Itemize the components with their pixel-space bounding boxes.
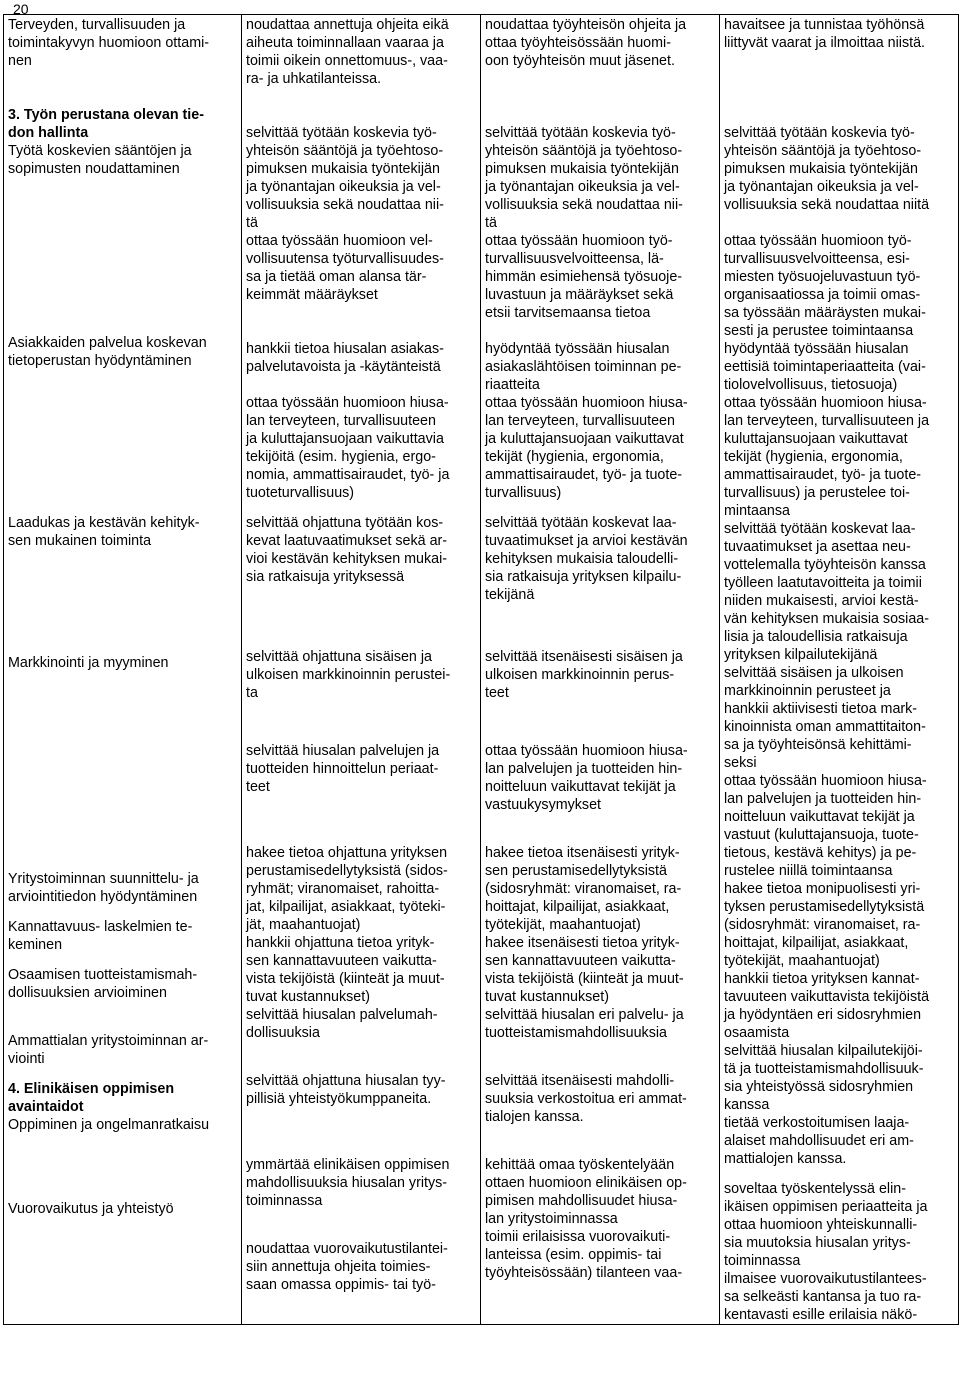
cell-text: ottaa työssään huomioon hiusa- lan terveyteen, turvallisuuteen ja kuluttajansuojaan vaikuttavat tekijät (hygienia, ergonomia, ammattisairaudet, työ- ja tuote- turvallisuus) ja perustelee toi- mintaansa [724,395,930,519]
cell-text: Asiakkaiden palvelua koskevan tietoperustan hyödyntäminen [8,335,207,369]
competence-table [3,14,959,1325]
cell-text: hakee tietoa monipuolisesti yri- tyksen perustamisedellytyksistä (sidosryhmät: viranomaiset, ra- hoittajat, kilpailijat, asiakkaat, työtekijät, maahantuojat) [724,881,925,969]
cell-text: ottaa työssään huomioon työ- turvallisuusvelvoitteensa, esi- miesten työsuojeluvastuun työ- organisaatiossa ja toimii omas- sa työssään määräysten mukai- sesti ja perustee toimintaansa [724,233,926,339]
cell-text: havaitsee ja tunnistaa työhönsä liittyvät vaarat ja ilmoittaa niistä. [724,17,926,51]
cell-text: hakee tietoa itsenäisesti yrityk- sen perustamisedellytyksistä (sidosryhmät: viranomaiset, ra- hoittajat, kilpailijat, asiakkaat, työtekijät, maahantuojat) [485,845,682,933]
cell-text: selvittää hiusalan kilpailutekijöi- tä ja tuotteistamismahdollisuuk- sia yhteistyössä sidosryhmien kanssa [724,1043,924,1113]
cell-text: ottaa työssään huomioon hiusa- lan palvelujen ja tuotteiden hin- noitteluun vaikuttavat tekijät ja vastuukysymykset [485,743,688,813]
cell-text: selvittää hiusalan eri palvelu- ja tuotteistamismahdollisuuksia [485,1007,684,1041]
cell-text: Työtä koskevien sääntöjen ja sopimusten noudattaminen [8,143,192,177]
cell-text: ottaa työssään huomioon hiusa- lan terveyteen, turvallisuuteen ja kuluttajansuojaan vaikuttavia tekijöitä (esim. hygienia, ergo- nomia, ammattisairaudet, työ- ja tuoteturvallisuus) [246,395,450,501]
cell-text: Ammattialan yritystoiminnan ar- viointi [8,1033,209,1067]
cell-text: Yritystoiminnan suunnittelu- ja arviointitiedon hyödyntäminen [8,871,199,905]
cell-text: hankkii ohjattuna tietoa yrityk- sen kannattavuuteen vaikutta- vista tekijöistä (kiinteät ja muut- tuvat kustannukset) [246,935,445,1005]
cell-text: Laadukas ja kestävän kehityk- sen mukainen toiminta [8,515,200,549]
cell-text: selvittää työtään koskevat laa- tuvaatimukset ja arvioi kestävän kehityksen mukaisia taloudelli- sia ratkaisuja yrityksen kilpailu- tekijänä [485,515,688,603]
cell-text: hakee tietoa ohjattuna yrityksen perustamisedellytyksistä (sidos- ryhmät; viranomaiset, rahoitta- jat, kilpailijat, asiakkaat, työteki- jät, maahantuojat) [246,845,448,933]
cell-text: ottaa työssään huomioon työ- turvallisuusvelvoitteensa, lä- himmän esimiehensä työsuoje- luvastuun ja määräykset sekä etsii tarvitsemaansa tietoa [485,233,683,321]
cell-text: hyödyntää työssään hiusalan eettisiä toimintaperiaatteita (vai- tiolovelvollisuus, tietosuoja) [724,341,926,393]
cell-text: selvittää ohjattuna hiusalan tyy- pillisiä yhteistyökumppaneita. [246,1073,446,1107]
cell-text: hankkii tietoa hiusalan asiakas- palvelutavoista ja -käytänteistä [246,341,444,375]
page-number: 20 [13,1,29,17]
cell-text: selvittää itsenäisesti mahdolli- suuksia verkostoitua eri ammat- tialojen kanssa. [485,1073,687,1125]
table-row [4,15,959,1325]
cell-text: Oppiminen ja ongelmanratkaisu [8,1117,210,1133]
cell-text: hakee itsenäisesti tietoa yrityk- sen kannattavuuteen vaikutta- vista tekijöistä (kiinteät ja muut- tuvat kustannukset) [485,935,684,1005]
cell-text: noudattaa vuorovaikutustilantei- siin annettuja ohjeita toimies- saan omassa oppimis- tai työ- [246,1241,448,1293]
cell-text: soveltaa työskentelyssä elin- ikäisen oppimisen periaatteita ja ottaa huomioon yhteiskunnalli- sia muutoksia hiusalan yritys- toiminnassa [724,1181,928,1269]
cell-column-2 [481,15,720,1325]
cell-text: ottaa työssään huomioon hiusa- lan palvelujen ja tuotteiden hin- noitteluun vaikuttavat tekijät ja vastuut (kuluttajansuoja, tuote- tietous, kestävä kehitys) ja pe- rustelee niillä toimintaansa [724,773,927,879]
cell-text: noudattaa annettuja ohjeita eikä aiheuta toiminnallaan vaaraa ja toimii oikein onnettomuus-, vaa- ra- ja uhkatilanteissa. [246,17,449,87]
section-heading: 3. Työn perustana olevan tie- don hallinta [8,107,204,141]
cell-text: tietää verkostoitumisen laaja- alaiset mahdollisuudet eri am- mattialojen kanssa. [724,1115,914,1167]
cell-text: selvittää työtään koskevia työ- yhteisön sääntöjä ja työehtoso- pimuksen mukaisia työntekijän ja työnantajan oikeuksia ja vel- vollisuuksia sekä noudattaa nii- tä [246,125,444,231]
cell-text: ilmaisee vuorovaikutustilantees- sa selkeästi kantansa ja tuo ra- kentavasti esille erilaisia näkö- [724,1271,927,1323]
cell-column-1 [242,15,481,1325]
cell-text: selvittää työtään koskevia työ- yhteisön sääntöjä ja työehtoso- pimuksen mukaisia työntekijän ja työnantajan oikeuksia ja vel- vollisuuksia sekä noudattaa niitä [724,125,930,213]
cell-text: noudattaa työyhteisön ohjeita ja ottaa työyhteisössään huomi- oon työyhteisön muut jäsenet. [485,17,687,69]
cell-text: ymmärtää elinikäisen oppimisen mahdollisuuksia hiusalan yritys- toiminnassa [246,1157,450,1209]
cell-text: toimii erilaisissa vuorovaikuti- lanteissa (esim. oppimis- tai työyhteisössään) tilanteen vaa- [485,1229,683,1281]
cell-text: Kannattavuus- laskelmien te- keminen [8,919,193,953]
cell-text: selvittää ohjattuna sisäisen ja ulkoisen markkinoinnin perustei- ta [246,649,451,701]
cell-text: selvittää työtään koskevat laa- tuvaatimukset ja asettaa neu- vottelemalla työyhteisön kanssa työlleen laatutavoitteita ja toimii niiden mukaisesti, arvioi kestä- vän kehityksen mukaisia sosiaa- lisia ja taloudellisia ratkaisuja yrityksen kilpailutekijänä [724,521,930,663]
cell-text: selvittää ohjattuna työtään kos- kevat laatuvaatimukset sekä ar- vioi kestävän kehityksen mukai- sia ratkaisuja yrityksessä [246,515,448,585]
cell-text: Vuorovaikutus ja yhteistyö [8,1201,174,1217]
cell-text: hyödyntää työssään hiusalan asiakaslähtöisen toiminnan pe- riaatteita [485,341,682,393]
cell-text: selvittää sisäisen ja ulkoisen markkinoinnin perusteet ja hankkii aktiivisesti tietoa mark- kinoinnista oman ammattitaiton- sa ja työyhteisönsä kehittämi- seksi [724,665,926,771]
cell-text: kehittää omaa työskentelyään ottaen huomioon elinikäisen op- pimisen mahdollisuudet hiusa- lan yritystoiminnassa [485,1157,687,1227]
cell-text: selvittää hiusalan palvelumah- dollisuuksia [246,1007,438,1041]
cell-text: Osaamisen tuotteistamismah- dollisuuksien arvioiminen [8,967,198,1001]
cell-text: hankkii tietoa yrityksen kannat- tavuuteen vaikuttavista tekijöistä ja hyödyntäen eri sidosryhmien osaamista [724,971,930,1041]
cell-text: selvittää hiusalan palvelujen ja tuotteiden hinnoittelun periaat- teet [246,743,440,795]
cell-text: ottaa työssään huomioon hiusa- lan terveyteen, turvallisuuteen ja kuluttajansuojaan vaikuttavat tekijät (hygienia, ergonomia, ammattisairaudet, työ- ja tuote- turvallisuus) [485,395,688,501]
section-heading: 4. Elinikäisen oppimisen avaintaidot [8,1081,175,1115]
cell-text: Markkinointi ja myyminen [8,655,169,671]
cell-text: selvittää itsenäisesti sisäisen ja ulkoisen markkinoinnin perus- teet [485,649,683,701]
cell-text: ottaa työssään huomioon vel- vollisuutensa työturvallisuudes- sa ja tietää oman alansa tär- keimmät määräykset [246,233,444,303]
cell-column-0 [4,15,242,1325]
cell-column-3 [720,15,959,1325]
cell-text: selvittää työtään koskevia työ- yhteisön sääntöjä ja työehtoso- pimuksen mukaisia työntekijän ja työnantajan oikeuksia ja vel- vollisuuksia sekä noudattaa nii- tä [485,125,683,231]
cell-text: Terveyden, turvallisuuden ja toimintakyvyn huomioon ottami- nen [8,17,210,69]
